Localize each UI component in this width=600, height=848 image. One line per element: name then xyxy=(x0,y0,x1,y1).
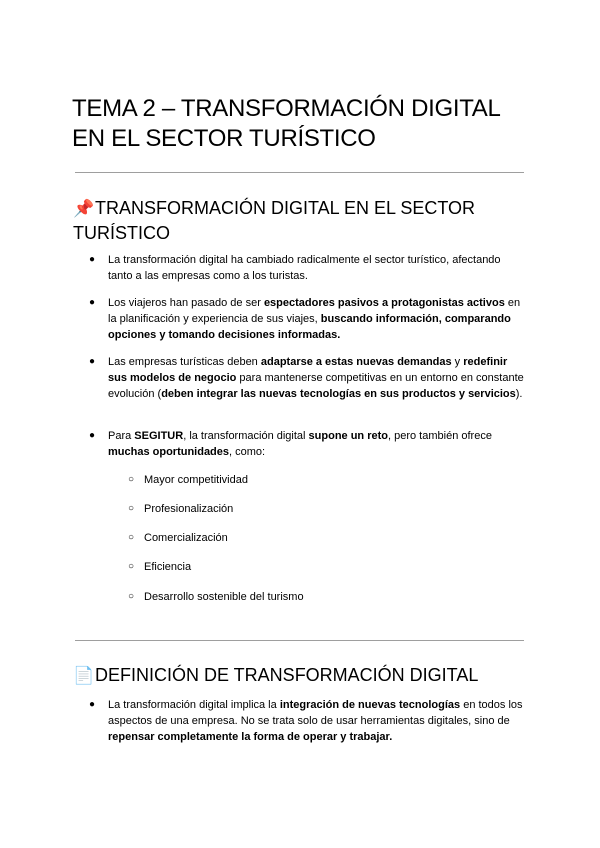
bullet-icon: ● xyxy=(89,699,96,710)
list-item: Para SEGITUR, la transformación digital supone un reto, pero también ofrece muchas oportunidades, como: xyxy=(108,430,492,458)
bullet-icon: ● xyxy=(89,356,96,367)
list-item: La transformación digital implica la integración de nuevas tecnologías en todos los aspectos de una empresa. No se trata solo de usar herramientas digitales, sino de repensar completamente la forma de operar y trabajar. xyxy=(108,699,523,743)
sub-bullet-icon: ○ xyxy=(128,591,135,602)
list-item: Las empresas turísticas deben adaptarse a estas nuevas demandas y redefinir sus modelos de negocio para mantenerse competitivas en un entorno en constante evolución (deben integrar las nuevas tecnologías en sus productos y servicios). xyxy=(108,356,524,400)
section-heading-text: TRANSFORMACIÓN DIGITAL EN EL SECTOR TURÍSTICO xyxy=(73,198,476,243)
list-item: La transformación digital ha cambiado radicalmente el sector turístico, afectando tanto a las empresas como a los turistas. xyxy=(108,254,501,282)
list-item: Los viajeros han pasado de ser espectadores pasivos a protagonistas activos en la planificación y experiencia de sus viajes, buscando información, comparando opciones y tomando decisiones informadas. xyxy=(108,297,521,341)
section-heading xyxy=(73,663,523,688)
section-heading xyxy=(73,196,523,245)
sub-bullet-icon: ○ xyxy=(128,474,135,485)
sub-bullet-icon: ○ xyxy=(128,561,135,572)
bullet-icon: ● xyxy=(89,430,96,441)
sub-list-item: Desarrollo sostenible del turismo xyxy=(144,591,304,603)
sub-list-item: Comercialización xyxy=(144,532,228,544)
sub-list-item: Mayor competitividad xyxy=(144,474,248,486)
page-title: TEMA 2 – TRANSFORMACIÓN DIGITAL EN EL SECTOR TURÍSTICO xyxy=(72,95,500,152)
bullet-icon: ● xyxy=(89,254,96,265)
document-icon: 📄 xyxy=(73,666,95,685)
sub-bullet-icon: ○ xyxy=(128,532,135,543)
sub-bullet-icon: ○ xyxy=(128,503,135,514)
sub-list-item: Profesionalización xyxy=(144,503,234,515)
divider xyxy=(75,640,524,641)
sub-list-item: Eficiencia xyxy=(144,561,192,573)
pushpin-icon: 📌 xyxy=(73,199,95,218)
section-heading-text: DEFINICIÓN DE TRANSFORMACIÓN DIGITAL xyxy=(95,665,479,685)
divider xyxy=(75,172,524,173)
bullet-icon: ● xyxy=(89,297,96,308)
